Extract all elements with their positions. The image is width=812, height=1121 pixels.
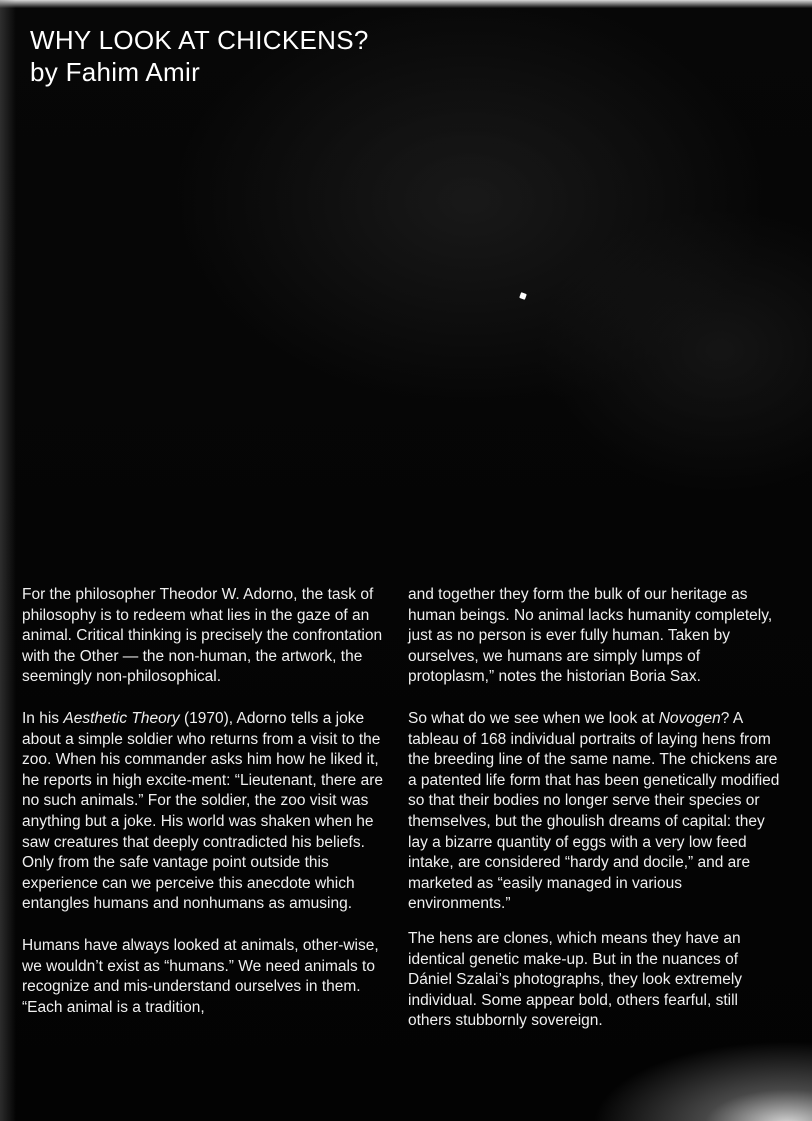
paragraph-text: ? A tableau of 168 individual portraits of laying hens from the breeding line of the same name. The chickens are a patented life form that has been genetically modified so that their bodies no longer serve their species or themselves, but the ghoulish dreams of capital: they lay a bizarre quantity of eggs with a very low feed intake, are considered “hardy and docile,” and are marketed as “easily managed in various environments.”: [408, 709, 780, 913]
paragraph-text: (1970), Adorno tells a joke about a simple soldier who returns from a visit to the zoo. When his commander asks him how he liked it, he reports in high excite-ment: “Lieutenant, there are no such animals.” For the soldier, the zoo visit was anything but a joke. His world was shaken when he saw creatures that deeply contradicted his beliefs. Only from the safe vantage point outside this experience can we perceive this anecdote which entangles humans and nonhumans as amusing.: [22, 709, 384, 913]
paragraph: and together they form the bulk of our heritage as human beings. No animal lacks humanity completely, just as no person is ever fully human. Taken by ourselves, we humans are simply lumps of protoplasm,” notes the historian Boria Sax.: [408, 586, 773, 686]
article-header: [30, 24, 369, 88]
white-speck: [519, 292, 527, 300]
article-byline: by Fahim Amir: [30, 57, 201, 87]
paragraph: For the philosopher Theodor W. Adorno, the task of philosophy is to redeem what lies in the gaze of an animal. Critical thinking is precisely the confrontation with the Other — the non-human, the artwork, the seemingly non-philosophical.: [22, 586, 383, 686]
page-left-shadow: [0, 0, 16, 1121]
article-title: WHY LOOK AT CHICKENS?: [30, 25, 369, 55]
artwork-title: Novogen: [658, 709, 721, 727]
paragraph-text: So what do we see when we look at: [408, 709, 659, 727]
page-top-edge: [0, 0, 812, 8]
paragraph: [22, 709, 392, 915]
paragraph: [408, 709, 780, 915]
right-text-column: [408, 585, 780, 1053]
left-text-column: [22, 585, 392, 1039]
paragraph-text: In his: [22, 709, 64, 727]
paragraph: Humans have always looked at animals, other-wise, we wouldn’t exist as “humans.” We need animals to recognize and mis-understand ourselves in them. “Each animal is a tradition,: [22, 936, 379, 1016]
book-title: Aesthetic Theory: [63, 709, 180, 727]
light-glare: [592, 1041, 812, 1121]
paragraph: The hens are clones, which means they have an identical genetic make-up. But in the nuances of Dániel Szalai’s photographs, they look extremely individual. Some appear bold, others fearful, still others stubbornly sovereign.: [408, 929, 743, 1030]
